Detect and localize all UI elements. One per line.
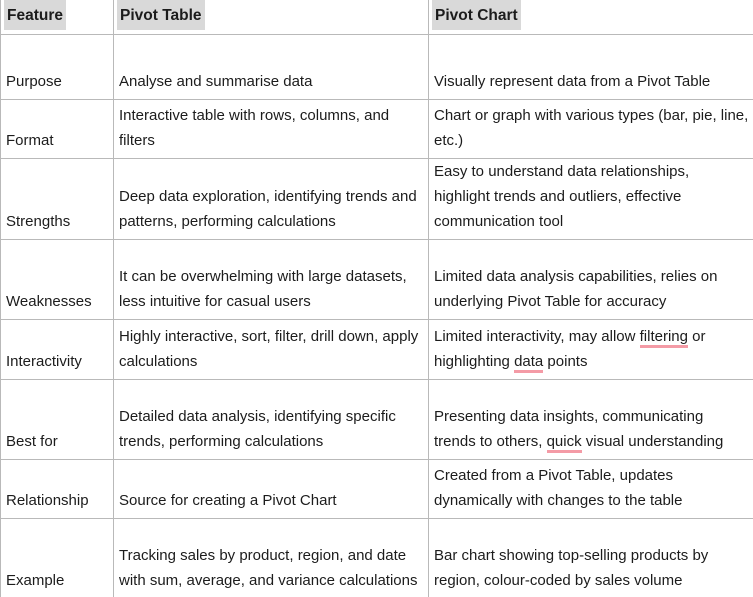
cell-text: points: [543, 353, 588, 370]
column-header-pivot-chart[interactable]: [429, 0, 753, 35]
pivot-chart-cell[interactable]: [429, 460, 753, 519]
column-header-pivot-table[interactable]: [114, 0, 429, 35]
feature-cell[interactable]: [1, 460, 114, 519]
pivot-table-cell[interactable]: [114, 460, 429, 519]
cell-text: Chart or graph with various types (bar, pie, line, etc.): [434, 107, 749, 149]
pivot-table-cell[interactable]: [114, 159, 429, 240]
suggestion-underlined-word[interactable]: data: [514, 353, 543, 373]
table-body: [1, 35, 753, 597]
cell-text: Example: [6, 572, 65, 589]
pivot-chart-cell[interactable]: [429, 159, 753, 240]
cell-text: or highlighting: [434, 328, 706, 370]
cell-text: Detailed data analysis, identifying specific trends, performing calculations: [119, 408, 396, 450]
table-row-example: [1, 519, 753, 597]
pivot-chart-cell[interactable]: [429, 519, 753, 597]
cell-text: Relationship: [6, 492, 89, 509]
pivot-chart-cell[interactable]: [429, 100, 753, 159]
table-row-strengths: [1, 159, 753, 240]
pivot-table-cell[interactable]: [114, 320, 429, 380]
table-row-purpose: [1, 35, 753, 100]
suggestion-underlined-word[interactable]: quick: [547, 433, 582, 453]
header-row: [1, 0, 753, 35]
suggestion-underlined-word[interactable]: filtering: [640, 328, 688, 348]
cell-text: Easy to understand data relationships, highlight trends and outliers, effective communication tool: [434, 163, 690, 230]
cell-text: Tracking sales by product, region, and date with sum, average, and variance calculations: [119, 547, 418, 589]
table-header: [1, 0, 753, 35]
cell-text: Analyse and summarise data: [119, 73, 313, 90]
header-highlight: Pivot Table: [117, 0, 205, 30]
feature-cell[interactable]: [1, 35, 114, 100]
feature-cell[interactable]: [1, 159, 114, 240]
cell-text: Purpose: [6, 73, 62, 90]
feature-cell[interactable]: [1, 320, 114, 380]
cell-text: Deep data exploration, identifying trends and patterns, performing calculations: [119, 188, 417, 230]
column-header-feature[interactable]: [1, 0, 114, 35]
cell-text: visual understanding: [581, 433, 724, 450]
cell-text: It can be overwhelming with large datasets, less intuitive for casual users: [119, 268, 407, 310]
cell-text: Presenting data insights, communicating trends to others,: [434, 408, 704, 450]
pivot-table-cell[interactable]: [114, 100, 429, 159]
pivot-chart-cell[interactable]: [429, 380, 753, 460]
cell-text: Format: [6, 132, 54, 149]
cell-text: Strengths: [6, 213, 71, 230]
pivot-chart-cell[interactable]: [429, 320, 753, 380]
pivot-table-cell[interactable]: [114, 35, 429, 100]
feature-cell[interactable]: [1, 380, 114, 460]
cell-text: Source for creating a Pivot Chart: [119, 492, 337, 509]
feature-cell[interactable]: [1, 519, 114, 597]
table-row-format: [1, 100, 753, 159]
pivot-table-cell[interactable]: [114, 519, 429, 597]
cell-text: Interactivity: [6, 353, 82, 370]
header-highlight: Feature: [4, 0, 66, 30]
table-row-relationship: [1, 460, 753, 519]
cell-text: Limited data analysis capabilities, relies on underlying Pivot Table for accuracy: [434, 268, 718, 310]
cell-text: Highly interactive, sort, filter, drill down, apply calculations: [119, 328, 419, 370]
cell-text: Created from a Pivot Table, updates dynamically with changes to the table: [434, 467, 683, 509]
pivot-chart-cell[interactable]: [429, 240, 753, 320]
cell-text: Interactive table with rows, columns, and filters: [119, 107, 390, 149]
pivot-table-cell[interactable]: [114, 380, 429, 460]
table-row-weaknesses: [1, 240, 753, 320]
pivot-table-cell[interactable]: [114, 240, 429, 320]
feature-cell[interactable]: [1, 240, 114, 320]
feature-cell[interactable]: [1, 100, 114, 159]
cell-text: Best for: [6, 433, 58, 450]
header-highlight: Pivot Chart: [432, 0, 521, 30]
pivot-chart-cell[interactable]: [429, 35, 753, 100]
cell-text: Weaknesses: [6, 293, 92, 310]
cell-text: Limited interactivity, may allow: [434, 328, 640, 345]
table-row-interactivity: [1, 320, 753, 380]
cell-text: Bar chart showing top-selling products by region, colour-coded by sales volume: [434, 547, 709, 589]
cell-text: Visually represent data from a Pivot Table: [434, 73, 711, 90]
table-row-best-for: [1, 380, 753, 460]
